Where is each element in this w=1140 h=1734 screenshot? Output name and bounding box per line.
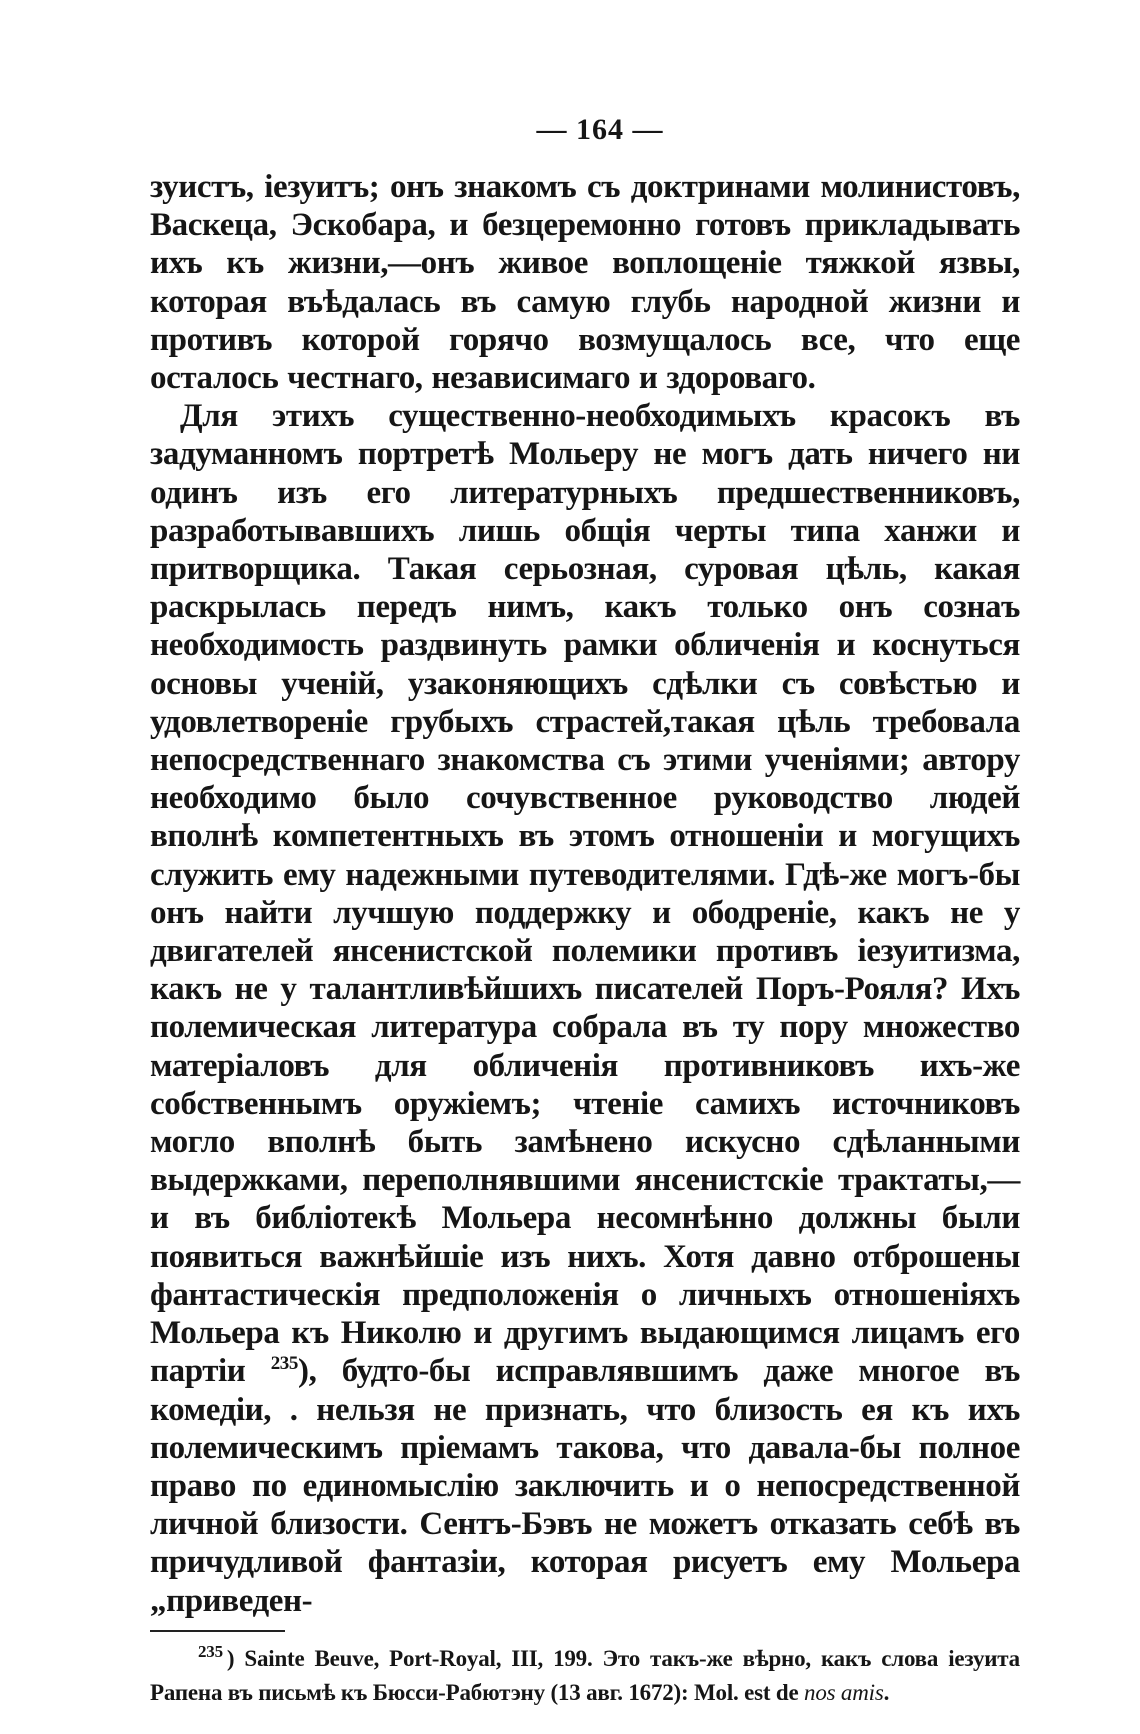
footnote-marker: 235 (198, 1642, 223, 1662)
footnote-divider (150, 1630, 285, 1632)
paragraph-2 (150, 397, 1020, 1620)
paragraph-2-part-1: Для этихъ существенно-необходимыхъ красокъ въ задуманномъ портретѣ Мольеру не могъ дать ничего ни одинъ изъ его литературныхъ предшественниковъ, разработывавшихъ лишь общія черты типа ханжи и притворщика. Такая серьозная, суровая цѣль, какая раскрылась передъ нимъ, какъ только онъ сознаъ необходимость раздвинуть рамки обличенія и коснуться основы ученій, узаконяющихъ сдѣлки съ совѣстью и удовлетвореніе грубыхъ страстей,такая цѣль требовала непосредственнаго знакомства съ этими ученіями; автору необходимо было сочувственное руководство людей вполнѣ компетентныхъ въ этомъ отношеніи и могущихъ служить ему надежными путеводителями. Гдѣ-же могъ-бы онъ найти лучшую поддержку и ободреніе, какъ не у двигателей янсенистской полемики противъ іезуитизма, какъ не у талантливѣйшихъ писателей Поръ-Рояля? Ихъ полемическая литература собрала въ ту пору множество матеріаловъ для обличенія противниковъ ихъ-же собственнымъ оружіемъ; чтеніе самихъ источниковъ могло вполнѣ быть замѣнено искусно сдѣланными выдержками, переполнявшими янсенистскіе трактаты,—и въ библіотекѣ Мольера несомнѣнно должны были появиться важнѣйшіе изъ нихъ. Хотя давно отброшены фантастическія предположенія о личныхъ отношеніяхъ Мольера къ Николю и другимъ выдающимся лицамъ его партіи (150, 398, 1020, 1390)
paragraph-1: зуистъ, іезуитъ; онъ знакомъ съ доктринами молинистовъ, Васкеца, Эскобара, и безцеремонно готовъ прикладывать ихъ къ жизни,—онъ живое воплощеніе тяжкой язвы, которая въѣдалась въ самую глубь народной жизни и противъ которой горячо возмущалось все, что еще осталось честнаго, независимаго и здороваго. (150, 169, 1020, 397)
paragraph-2-part-2: ), будто-бы исправлявшимъ даже многое въ комедіи, . нельзя не признать, что близость ея къ ихъ полемическимъ пріемамъ такова, что давала-бы полное право по единомыслію заключить и о непосредственной личной близости. Сентъ-Бэвъ не можетъ отказать себѣ въ причудливой фантазіи, которая рисуетъ ему Мольера „приведен- (150, 1353, 1020, 1619)
page-number: — 164 — (536, 113, 664, 146)
footnote (150, 1642, 1020, 1710)
footnote-italic: nos amis (804, 1679, 884, 1705)
footnote-text: ) Sainte Beuve, Port-Royal, III, 199. Это такъ-же вѣрно, какъ слова іезуита Рапена въ письмѣ къ Бюсси-Рабютэну (13 авг. 1672): Mol. est de (150, 1645, 1020, 1705)
book-page (150, 110, 1020, 1710)
footnote-end: . (883, 1679, 890, 1705)
footnote-reference: 235 (270, 1353, 299, 1375)
